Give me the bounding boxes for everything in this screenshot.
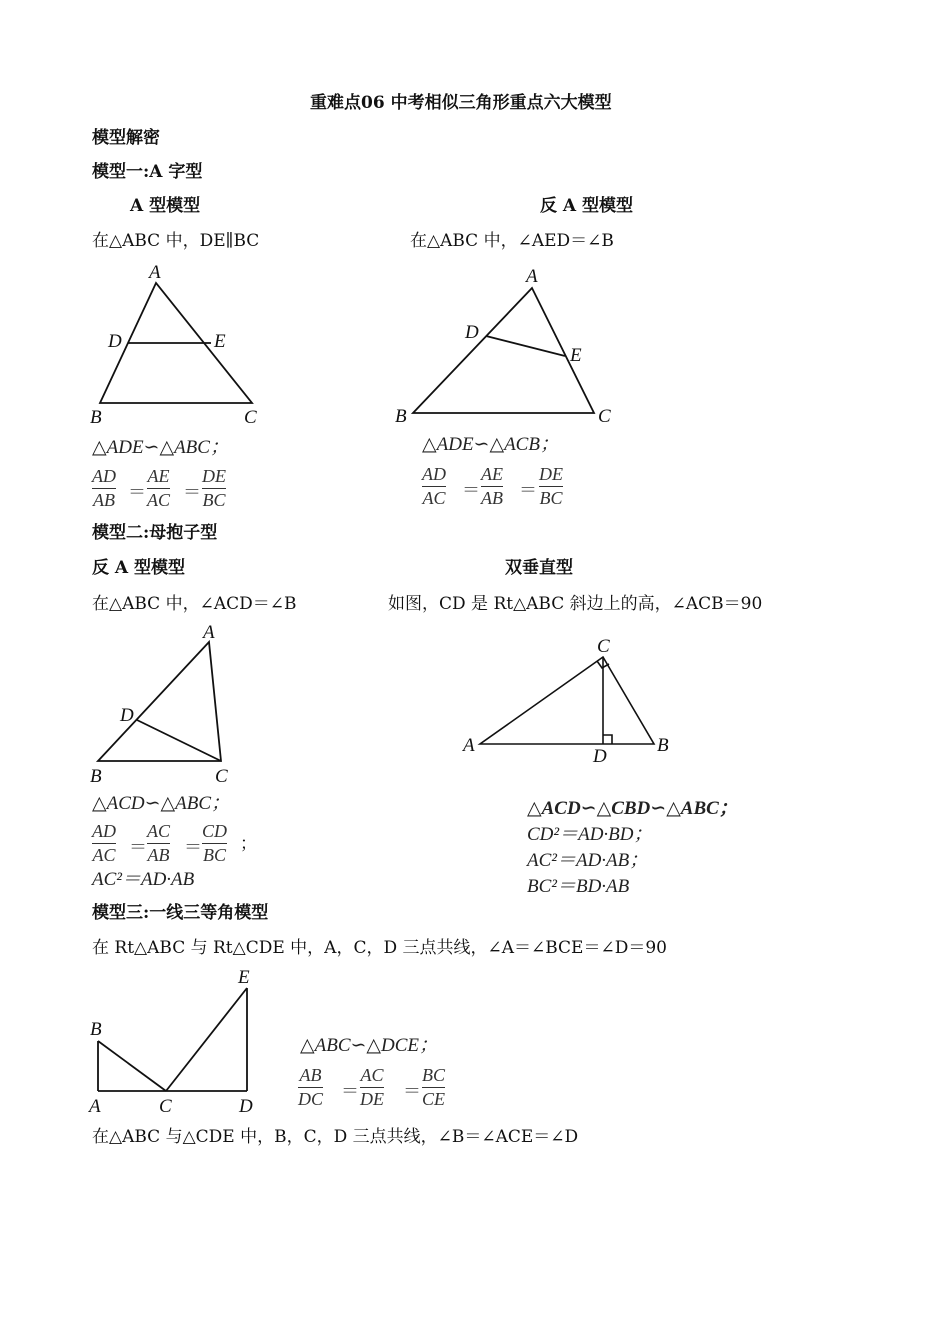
model2-right-result-2: CD²＝AD·BD； — [527, 824, 653, 845]
model1-heading: 模型一:A 字型 — [92, 162, 203, 182]
label-d: D — [239, 1096, 253, 1117]
model2-right-result-3: AC²＝AD·AB； — [527, 850, 649, 871]
ratio: CD BC — [202, 821, 228, 865]
segment-bc — [98, 1041, 166, 1091]
model2-left-extra: AC²＝AD·AB — [92, 869, 195, 890]
ratio: AE AC — [147, 466, 171, 510]
label-c: C — [159, 1096, 172, 1117]
model1-right-similar: △ADE∽△ACB； — [422, 434, 559, 455]
equals-sign: ＝ — [128, 482, 146, 503]
page-title: 重难点06 中考相似三角形重点六大模型 — [310, 93, 612, 113]
model2-heading: 模型二:母抱子型 — [92, 523, 218, 543]
label-e: E — [570, 345, 582, 366]
label-b: B — [90, 407, 102, 428]
equals-sign: ＝ — [184, 837, 202, 858]
label-b: B — [395, 406, 407, 427]
model2-left-subheading: 反 A 型模型 — [92, 558, 186, 578]
label-c: C — [244, 407, 257, 428]
label-d: D — [593, 746, 607, 767]
equals-sign: ＝ — [462, 480, 480, 501]
label-b: B — [90, 766, 102, 787]
label-e: E — [214, 331, 226, 352]
label-d: D — [108, 331, 122, 352]
model3-similar: △ABC∽△DCE； — [300, 1035, 439, 1056]
model2-right-result-1: △ACD∽△CBD∽△ABC； — [527, 798, 738, 819]
model3-condition: 在 Rt△ABC 与 Rt△CDE 中，A，C，D 三点共线，∠A＝∠BCE＝∠D＝90 — [92, 938, 667, 958]
model2-left-condition: 在△ABC 中，∠ACD＝∠B — [92, 594, 297, 614]
ratio: AD AC — [422, 464, 446, 508]
model1-right-condition: 在△ABC 中，∠AED＝∠B — [410, 231, 614, 251]
label-a: A — [149, 262, 161, 283]
label-a: A — [463, 735, 475, 756]
model2-right-result-4: BC²＝BD·AB — [527, 876, 630, 897]
equals-sign: ＝ — [519, 480, 537, 501]
label-c: C — [597, 636, 610, 657]
model2-left-similar: △ACD∽△ABC； — [92, 793, 231, 814]
label-b: B — [657, 735, 669, 756]
model2-right-subheading: 双垂直型 — [505, 558, 573, 578]
model3-condition-2: 在△ABC 与△CDE 中，B，C，D 三点共线，∠B＝∠ACE＝∠D — [92, 1127, 579, 1147]
equals-sign: ＝ — [183, 482, 201, 503]
ratio: AC DE — [360, 1065, 384, 1109]
label-d: D — [120, 705, 134, 726]
model3-heading: 模型三:一线三等角模型 — [92, 903, 269, 923]
label-d: D — [465, 322, 479, 343]
intro-heading: 模型解密 — [92, 128, 160, 148]
model2-right-condition: 如图，CD 是 Rt△ABC 斜边上的高，∠ACB＝90 — [388, 594, 763, 614]
label-b: B — [90, 1019, 102, 1040]
label-c: C — [215, 766, 228, 787]
model1-right-subheading: 反 A 型模型 — [540, 196, 634, 216]
label-a: A — [203, 622, 215, 643]
equals-sign: ＝ — [403, 1081, 421, 1102]
label-a: A — [526, 266, 538, 287]
ratio: AC AB — [147, 821, 171, 865]
semicolon: ； — [240, 834, 257, 854]
segment-ce — [166, 988, 247, 1091]
ratio: AD AC — [92, 821, 116, 865]
ratio: DE BC — [539, 464, 563, 508]
label-c: C — [598, 406, 611, 427]
label-a: A — [89, 1096, 101, 1117]
model1-left-condition: 在△ABC 中，DE∥BC — [92, 231, 260, 251]
equals-sign: ＝ — [341, 1081, 359, 1102]
label-e: E — [238, 967, 250, 988]
ratio: DE BC — [202, 466, 226, 510]
ratio: AB DC — [298, 1065, 324, 1109]
model1-left-similar: △ADE∽△ABC； — [92, 437, 229, 458]
ratio: AD AB — [92, 466, 116, 510]
model1-left-subheading: A 型模型 — [130, 196, 201, 216]
ratio: BC CE — [422, 1065, 446, 1109]
equals-sign: ＝ — [129, 837, 147, 858]
ratio: AE AB — [481, 464, 503, 508]
